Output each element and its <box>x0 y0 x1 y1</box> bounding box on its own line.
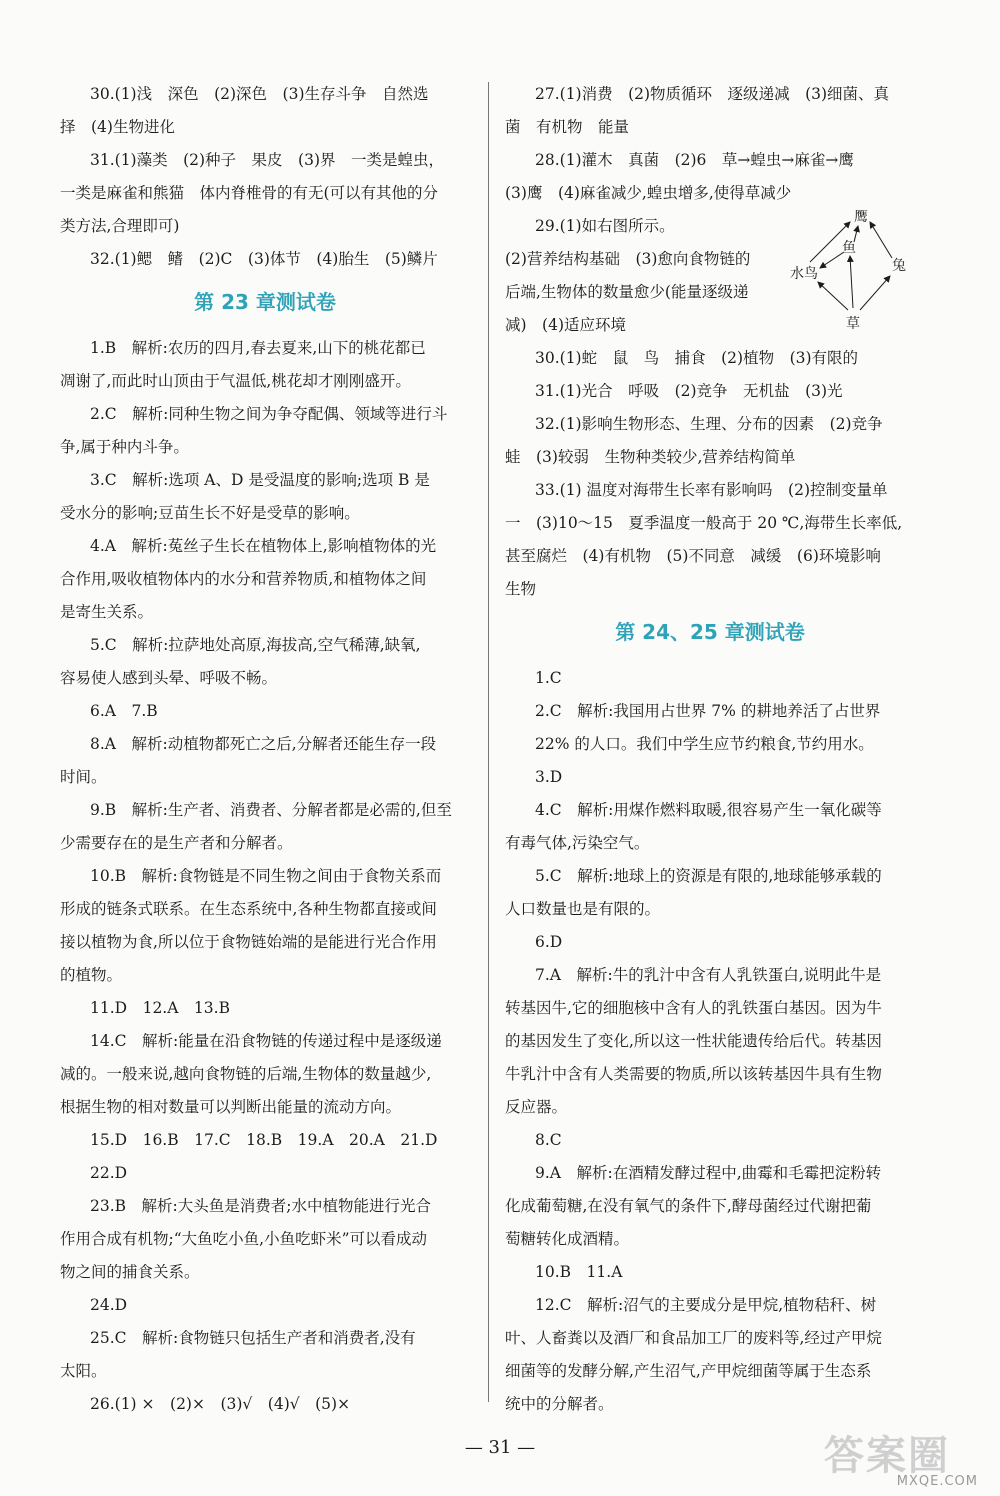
answer-line: 太阳。 <box>60 1362 107 1380</box>
answer-line: 容易使人感到头晕、呼吸不畅。 <box>60 669 278 687</box>
answer-line: 9.B 解析:生产者、消费者、分解者都是必需的,但至 <box>90 801 452 819</box>
answer-line: 6.A 7.B <box>90 702 158 720</box>
answer-line: 5.C 解析:拉萨地处高原,海拔高,空气稀薄,缺氧, <box>90 636 421 654</box>
answer-line: 27.(1)消费 (2)物质循环 逐级递减 (3)细菌、真 <box>535 85 890 103</box>
answer-line: 33.(1) 温度对海带生长率有影响吗 (2)控制变量单 <box>535 481 888 499</box>
answer-line: 8.A 解析:动植物都死亡之后,分解者还能生存一段 <box>90 735 437 753</box>
answer-line: 30.(1)蛇 鼠 鸟 捕食 (2)植物 (3)有限的 <box>535 349 859 367</box>
answer-line: 15.D 16.B 17.C 18.B 19.A 20.A 21.D <box>90 1131 438 1149</box>
left-column <box>60 78 470 1421</box>
answer-line: 30.(1)浅 深色 (2)深色 (3)生存斗争 自然选 <box>90 85 429 103</box>
food-web-diagram <box>790 210 915 335</box>
answer-line: 8.C <box>535 1131 562 1149</box>
page-number: — 31 — <box>464 1437 536 1458</box>
watermark-url: MXQE.COM <box>896 1474 978 1489</box>
node-fish: 鱼 <box>842 240 856 256</box>
answer-line: 转基因牛,它的细胞核中含有人的乳铁蛋白基因。因为牛 <box>505 999 882 1017</box>
node-rabbit: 兔 <box>892 258 906 274</box>
arrow-rabbit-eagle <box>870 222 892 258</box>
answer-line: 根据生物的相对数量可以判断出能量的流动方向。 <box>60 1098 402 1116</box>
answer-line: 6.D <box>535 933 563 951</box>
answer-line: 11.D 12.A 13.B <box>90 999 230 1017</box>
answer-line: 化成葡萄糖,在没有氧气的条件下,酵母菌经过代谢把葡 <box>505 1197 872 1215</box>
answer-line: 有毒气体,污染空气。 <box>505 834 650 852</box>
answer-line: 接以植物为食,所以位于食物链始端的是能进行光合作用 <box>60 933 437 951</box>
answer-line: 的基因发生了变化,所以这一性状能遗传给后代。转基因 <box>505 1032 882 1050</box>
answer-line: 29.(1)如右图所示。 <box>535 217 675 235</box>
arrow-grass-rabbit <box>860 276 890 310</box>
answer-line: 叶、人畜粪以及酒厂和食品加工厂的废料等,经过产甲烷 <box>505 1329 882 1347</box>
answer-line: 4.C 解析:用煤作燃料取暖,很容易产生一氧化碳等 <box>535 801 882 819</box>
answer-line: 9.A 解析:在酒精发酵过程中,曲霉和毛霉把淀粉转 <box>535 1164 882 1182</box>
answer-line: 类方法,合理即可) <box>60 217 180 235</box>
answer-line: 28.(1)灌木 真菌 (2)6 草→蝗虫→麻雀→鹰 <box>535 151 854 169</box>
right-answers-c <box>505 662 915 1421</box>
answer-line: 择 (4)生物进化 <box>60 118 175 136</box>
answer-line: 25.C 解析:食物链只包括生产者和消费者,没有 <box>90 1329 416 1347</box>
answer-line: 2.C 解析:同种生物之间为争夺配偶、领域等进行斗 <box>90 405 448 423</box>
answer-line: 细菌等的发酵分解,产生沼气,产甲烷细菌等属于生态系 <box>505 1362 872 1380</box>
answer-line: 作用合成有机物;“大鱼吃小鱼,小鱼吃虾米”可以看成动 <box>60 1230 427 1248</box>
answer-line: 的植物。 <box>60 966 123 984</box>
node-eagle: 鹰 <box>854 210 868 225</box>
answer-line: 31.(1)藻类 (2)种子 果皮 (3)界 一类是蝗虫， <box>90 151 445 169</box>
left-answers-b <box>60 332 470 1421</box>
answer-line: 凋谢了,而此时山顶由于气温低,桃花却才刚刚盛开。 <box>60 372 411 390</box>
answer-line: 形成的链条式联系。在生态系统中,各种生物都直接或间 <box>60 900 437 918</box>
answer-line: 12.C 解析:沼气的主要成分是甲烷,植物秸秆、树 <box>535 1296 877 1314</box>
answer-line: 4.A 解析:菟丝子生长在植物体上,影响植物体的光 <box>90 537 437 555</box>
answer-line: 26.(1) × (2)× (3)√ (4)√ (5)× <box>90 1395 351 1413</box>
answer-line: 合作用,吸收植物体内的水分和营养物质,和植物体之间 <box>60 570 427 588</box>
answer-line: 菌 有机物 能量 <box>505 118 630 136</box>
chapter-23-heading: 第 23 章测试卷 <box>194 290 336 314</box>
answer-line: 减的。一般来说,越向食物链的后端,生物体的数量越少, <box>60 1065 432 1083</box>
chapter-24-25-heading: 第 24、25 章测试卷 <box>615 620 805 644</box>
answer-line: 24.D <box>90 1296 128 1314</box>
answer-line: 人口数量也是有限的。 <box>505 900 661 918</box>
answer-line: 牛乳汁中含有人类需要的物质,所以该转基因牛具有生物 <box>505 1065 882 1083</box>
answer-line: 32.(1)影响生物形态、生理、分布的因素 (2)竞争 <box>535 415 883 433</box>
answer-line: (2)营养结构基础 (3)愈向食物链的 <box>505 250 751 268</box>
answer-line: 14.C 解析:能量在沿食物链的传递过程中是逐级递 <box>90 1032 442 1050</box>
answer-line: 是寄生关系。 <box>60 603 154 621</box>
left-answers-a <box>60 78 470 276</box>
answer-line: 10.B 解析:食物链是不同生物之间由于食物关系而 <box>90 867 442 885</box>
answer-line: 萄糖转化成酒精。 <box>505 1230 630 1248</box>
answer-line: 3.C 解析:选项 A、D 是受温度的影响;选项 B 是 <box>90 471 430 489</box>
answer-line: 统中的分解者。 <box>505 1395 614 1413</box>
answer-line: 争,属于种内斗争。 <box>60 438 189 456</box>
arrow-grass-waterbird <box>818 282 848 310</box>
right-answers-a <box>505 78 915 210</box>
answer-line: 减) (4)适应环境 <box>505 316 627 334</box>
answer-line: 22% 的人口。我们中学生应节约粮食,节约用水。 <box>535 735 874 753</box>
node-waterbird: 水鸟 <box>790 266 818 282</box>
answer-line: 3.D <box>535 768 563 786</box>
answer-line: 一类是麻雀和熊猫 体内脊椎骨的有无(可以有其他的分 <box>60 184 439 202</box>
answer-line: 时间。 <box>60 768 107 786</box>
answer-line: 1.B 解析:农历的四月,春去夏来,山下的桃花都已 <box>90 339 426 357</box>
answer-line: 2.C 解析:我国用占世界 7% 的耕地养活了占世界 <box>535 702 881 720</box>
answer-line: 10.B 11.A <box>535 1263 623 1281</box>
column-divider <box>488 82 489 1402</box>
answer-line: 22.D <box>90 1164 128 1182</box>
question-29-block <box>505 210 915 342</box>
node-grass: 草 <box>846 316 860 332</box>
answer-line: 32.(1)鳃 鳍 (2)C (3)体节 (4)胎生 (5)鳞片 <box>90 250 438 268</box>
watermark-logo: 答案圈 <box>824 1433 950 1479</box>
arrow-grass-fish <box>850 256 853 308</box>
answer-line: 一 (3)10～15 夏季温度一般高于 20 ℃,海带生长率低, <box>505 514 903 532</box>
answer-line: 5.C 解析:地球上的资源是有限的,地球能够承载的 <box>535 867 882 885</box>
answer-line: 物之间的捕食关系。 <box>60 1263 200 1281</box>
answer-line: 反应器。 <box>505 1098 568 1116</box>
answer-line: 甚至腐烂 (4)有机物 (5)不同意 减缓 (6)环境影响 <box>505 547 881 565</box>
answer-line: 生物 <box>505 580 537 598</box>
answer-line: 受水分的影响;豆苗生长不好是受草的影响。 <box>60 504 360 522</box>
answer-line: 少需要存在的是生产者和分解者。 <box>60 834 293 852</box>
answer-line: 后端,生物体的数量愈少(能量逐级递 <box>505 283 749 301</box>
arrow-fish-waterbird <box>820 252 844 268</box>
answer-line: 7.A 解析:牛的乳汁中含有人乳铁蛋白,说明此牛是 <box>535 966 882 984</box>
answer-line: 1.C <box>535 669 562 687</box>
answer-line: 23.B 解析:大头鱼是消费者;水中植物能进行光合 <box>90 1197 431 1215</box>
right-answers-b <box>505 342 915 606</box>
answer-line: 蛙 (3)较弱 生物种类较少,营养结构简单 <box>505 448 796 466</box>
answer-line: 31.(1)光合 呼吸 (2)竞争 无机盐 (3)光 <box>535 382 843 400</box>
right-column <box>505 78 915 1421</box>
answer-line: (3)鹰 (4)麻雀减少,蝗虫增多,使得草减少 <box>505 184 792 202</box>
